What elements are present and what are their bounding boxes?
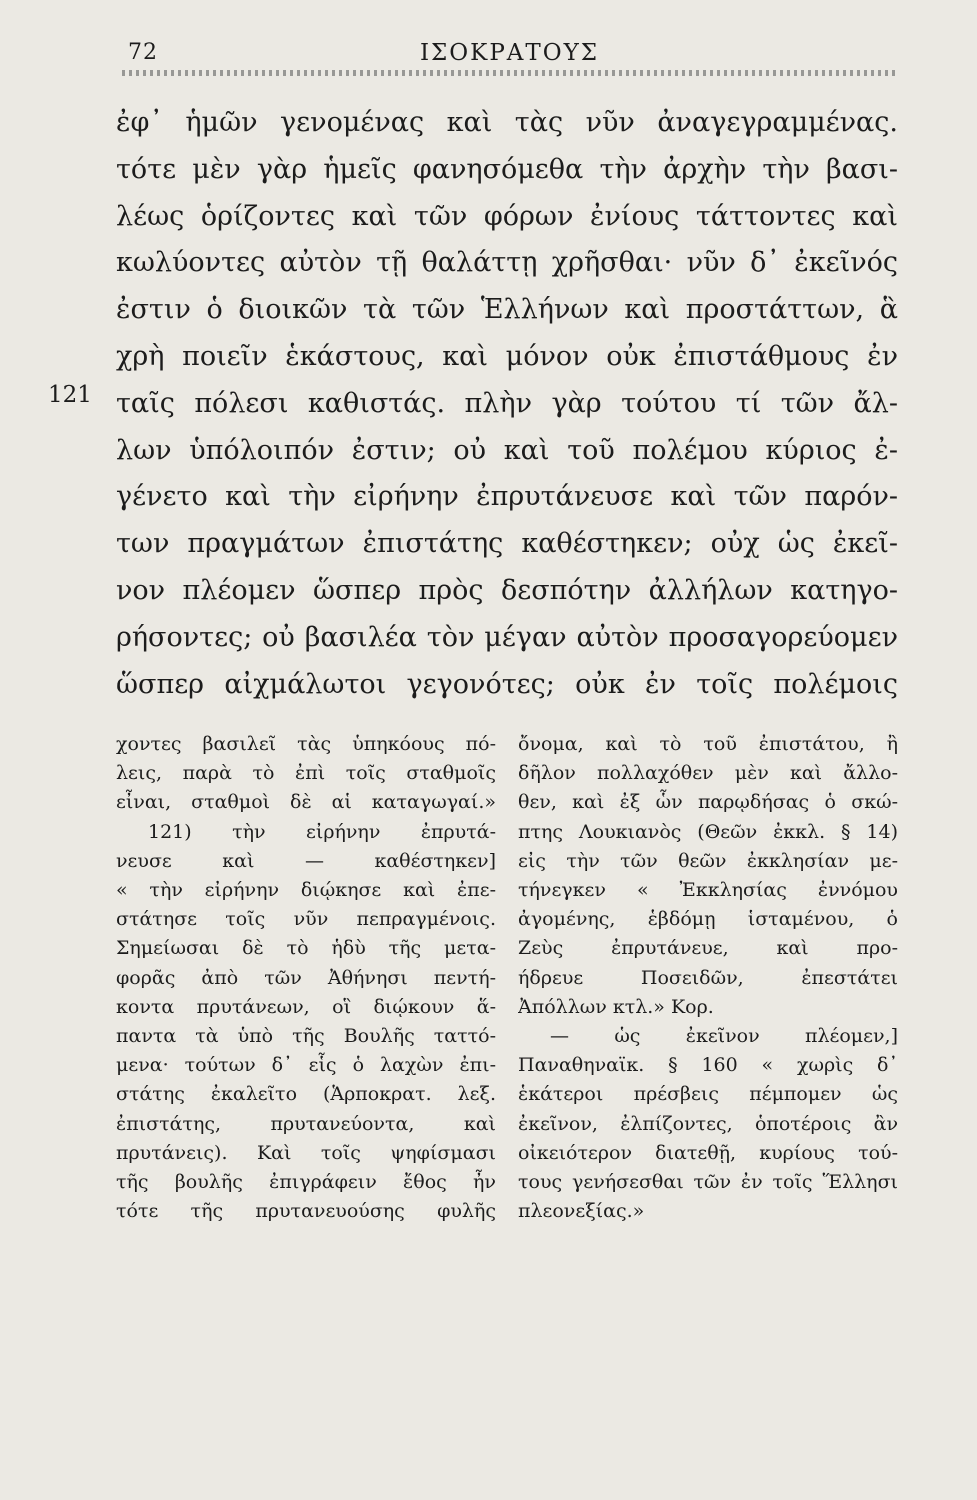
main-text-line: των πραγμάτων ἐπιστάτης καθέστηκεν; οὐχ ὡς ἐκεῖ-: [116, 528, 898, 560]
running-title: ΙΣΟΚΡΑΤΟΥΣ: [419, 40, 600, 66]
footnote-line: — ὡς ἐκεῖνον πλέομεν,]: [550, 1025, 898, 1048]
page-number: 72: [128, 40, 158, 65]
footnote-line: ήδρευε Ποσειδῶν, ἐπεστάτει: [518, 966, 898, 989]
footnote-line: Παναθηναϊκ. § 160 « χωρὶς δ᾽: [518, 1054, 898, 1077]
footnote-line: Ζεὺς ἐπρυτάνευε, καὶ προ-: [518, 937, 898, 960]
footnote-line: λεις, παρὰ τὸ ἐπὶ τοῖς σταθμοῖς: [116, 762, 496, 785]
footnote-line: στάτης ἐκαλεῖτο (Ἁρποκρατ. λεξ.: [116, 1083, 496, 1106]
footnote-line: τήνεγκεν « Ἐκκλησίας ἐννόμου: [518, 879, 898, 902]
footnote-line: πτης Λουκιανὸς (Θεῶν ἐκκλ. § 14): [518, 820, 898, 843]
footnote-line: νευσε καὶ — καθέστηκεν]: [116, 849, 496, 872]
main-text-line: νον πλέομεν ὥσπερ πρὸς δεσπότην ἀλλήλων κατηγο-: [116, 574, 898, 606]
footnote-line: εἰς τὴν τῶν θεῶν ἐκκλησίαν με-: [518, 849, 898, 872]
footnote-line: τῆς βουλῆς ἐπιγράφειν ἔθος ἦν: [116, 1171, 496, 1194]
header-rule: [122, 70, 897, 76]
footnotes-left-column: [116, 730, 496, 1226]
main-text-line: λέως ὁρίζοντες καὶ τῶν φόρων ἐνίους τάττοντες καὶ: [116, 200, 898, 232]
footnote-line: χοντες βασιλεῖ τὰς ὑπηκόους πό-: [116, 733, 496, 755]
footnote-line: τους γενήσεσθαι τῶν ἐν τοῖς Ἕλλησι: [518, 1171, 898, 1194]
main-text: [116, 100, 898, 708]
main-text-line: γένετο καὶ τὴν εἰρήνην ἐπρυτάνευσε καὶ τῶν παρόν-: [116, 481, 898, 513]
footnote-line: μενα· τούτων δ᾽ εἷς ὁ λαχὼν ἐπι-: [116, 1054, 496, 1077]
main-text-line: χρὴ ποιεῖν ἑκάστους, καὶ μόνον οὐκ ἐπιστάθμους ἐν: [116, 340, 898, 372]
footnote-line: πρυτάνεις). Καὶ τοῖς ψηφίσμασι: [116, 1141, 496, 1164]
footnote-line: « τὴν εἰρήνην διῴκησε καὶ ἐπε-: [116, 879, 496, 902]
footnote-line: οἰκειότερον διατεθῇ, κυρίους τού-: [518, 1141, 898, 1164]
footnote-line: 121) τὴν εἰρήνην ἐπρυτά-: [148, 820, 496, 843]
footnote-line: πλεονεξίας.»: [518, 1200, 645, 1223]
main-text-line: ὥσπερ αἰχμάλωτοι γεγονότες; οὐκ ἐν τοῖς πολέμοις: [116, 668, 898, 700]
footnote-line: εἶναι, σταθμοὶ δὲ αἱ καταγωγαί.»: [116, 791, 496, 814]
main-text-line: ἐφ᾽ ἡμῶν γενομένας καὶ τὰς νῦν ἀναγεγραμμένας.: [116, 107, 898, 138]
page-header: [122, 40, 897, 80]
footnote-line: ἑκάτεροι πρέσβεις πέμπομεν ὡς: [518, 1083, 898, 1106]
main-text-line: κωλύοντες αὐτὸν τῇ θαλάττῃ χρῆσθαι· νῦν δ᾽ ἐκεῖνός: [116, 247, 898, 279]
main-text-line: λων ὑπόλοιπόν ἐστιν; οὐ καὶ τοῦ πολέμου κύριος ἐ-: [116, 434, 898, 466]
footnote-line: φορᾶς ἀπὸ τῶν Ἀθήνησι πεντή-: [116, 966, 496, 989]
footnote-line: ἀγομένης, ἑβδόμῃ ἱσταμένου, ὁ: [518, 908, 898, 931]
footnotes-right-column: [518, 730, 898, 1226]
footnote-line: θεν, καὶ ἐξ ὧν παρῳδήσας ὁ σκώ-: [518, 791, 898, 814]
footnote-line: κοντα πρυτάνεων, οἳ διῴκουν ἅ-: [116, 995, 496, 1018]
footnote-line: ἐκεῖνον, ἐλπίζοντες, ὁποτέροις ἂν: [518, 1112, 898, 1135]
footnote-line: Σημείωσαι δὲ τὸ ἡδὺ τῆς μετα-: [116, 937, 496, 960]
footnote-line: ἐπιστάτης, πρυτανεύοντα, καὶ: [116, 1112, 496, 1135]
main-text-line: τότε μὲν γὰρ ἡμεῖς φανησόμεθα τὴν ἀρχὴν τὴν βασι-: [116, 153, 898, 185]
footnote-line: Ἀπόλλων κτλ.» Κορ.: [518, 995, 714, 1018]
main-text-line: ταῖς πόλεσι καθιστάς. πλὴν γὰρ τούτου τί τῶν ἄλ-: [116, 387, 898, 419]
footnote-line: δῆλον πολλαχόθεν μὲν καὶ ἄλλο-: [518, 762, 898, 785]
main-text-line: ἐστιν ὁ διοικῶν τὰ τῶν Ἑλλήνων καὶ προστάττων, ἃ: [116, 294, 898, 326]
footnote-line: παντα τὰ ὑπὸ τῆς Βουλῆς ταττό-: [116, 1025, 496, 1048]
main-text-line: ρήσοντες; οὐ βασιλέα τὸν μέγαν αὐτὸν προσαγορεύομεν: [116, 621, 898, 653]
margin-section-number: 121: [48, 382, 92, 408]
footnote-line: ὄνομα, καὶ τὸ τοῦ ἐπιστάτου, ἢ: [518, 733, 898, 755]
footnote-line: τότε τῆς πρυτανευούσης φυλῆς: [116, 1200, 496, 1223]
footnote-line: στάτησε τοῖς νῦν πεπραγμένοις.: [116, 908, 496, 931]
